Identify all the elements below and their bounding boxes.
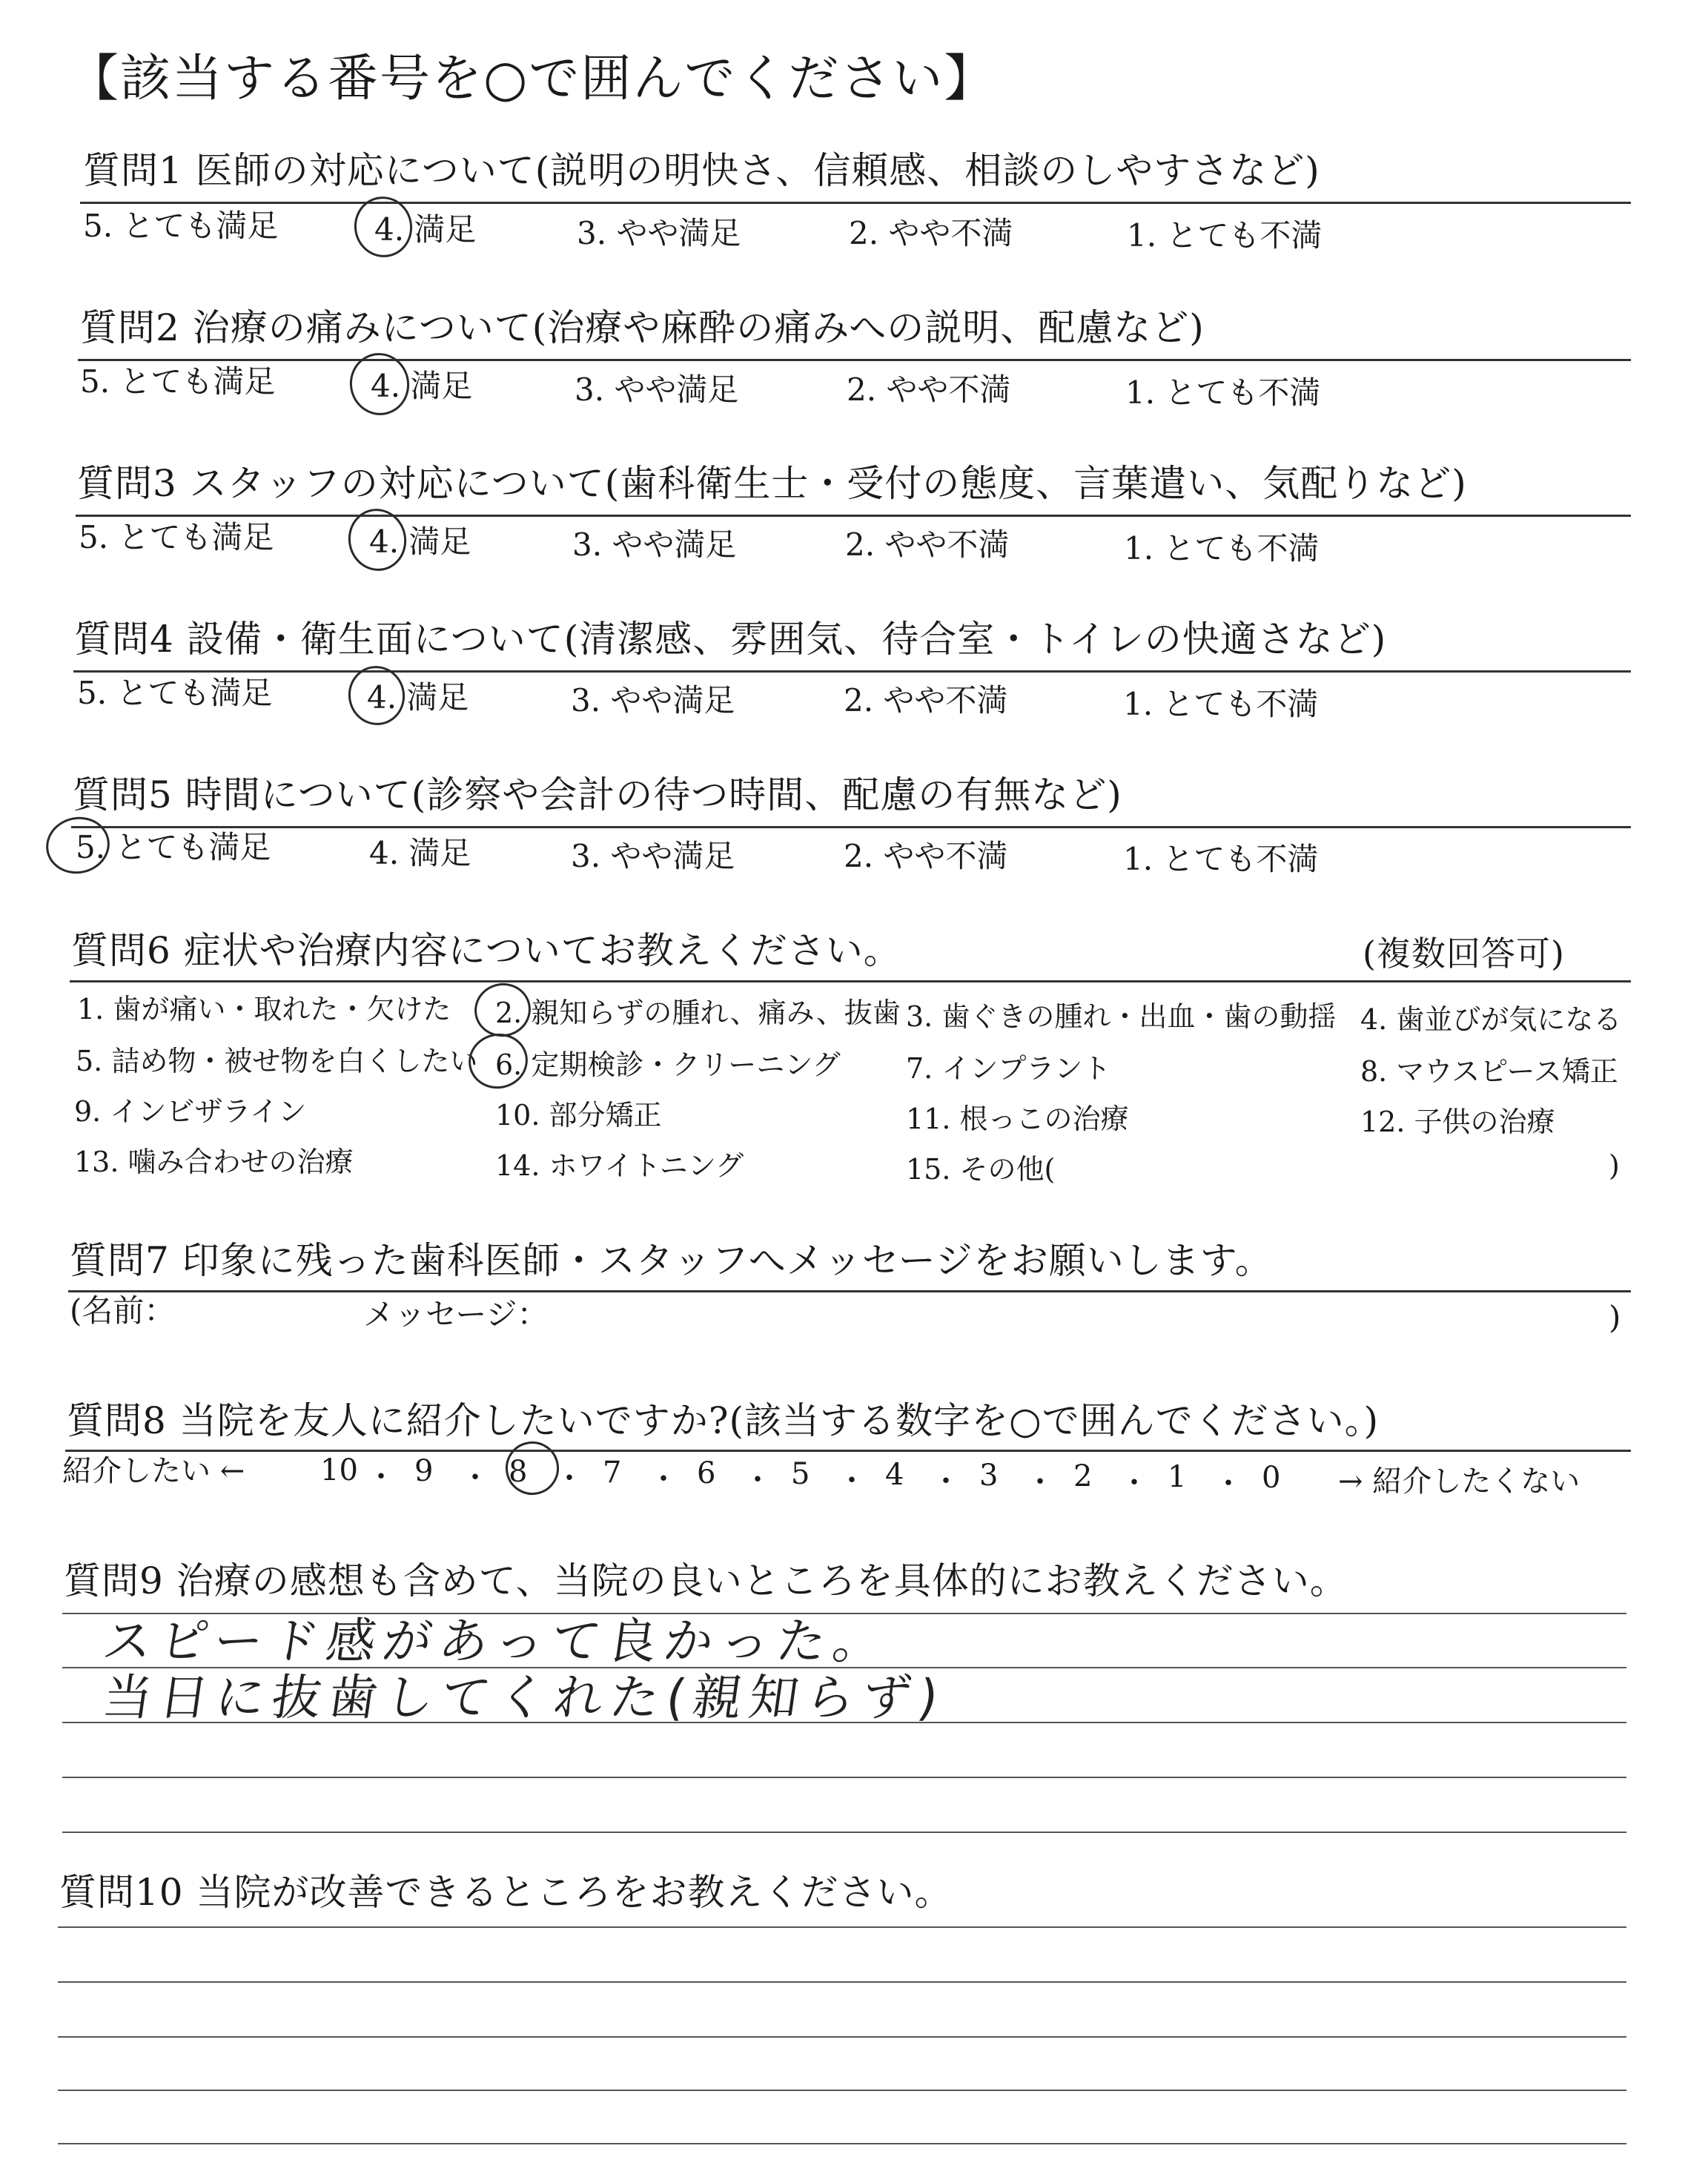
q7-close-paren: ) <box>1609 1299 1621 1335</box>
q6-option-11[interactable]: 11. 根っこの治療 <box>906 1103 1129 1135</box>
q3-option-1[interactable]: 1. とても不満 <box>1124 530 1320 567</box>
q8-scale-value-6[interactable]: 6 <box>697 1456 716 1490</box>
q8-scale-separator: ・ <box>555 1462 584 1496</box>
q2-option-2[interactable]: 2. やや不満 <box>847 371 1011 408</box>
q3-option-4[interactable]: 4. 満足 <box>369 524 471 560</box>
page-header: 【該当する番号を○で囲んでください】 <box>68 50 996 108</box>
q8-scale-value-1[interactable]: 1 <box>1168 1460 1187 1494</box>
q8-scale-separator: ・ <box>837 1464 867 1498</box>
question-7-title: 質問7 印象に残った歯科医師・スタッフへメッセージをお願いします。 <box>70 1239 1273 1282</box>
q6-option-3[interactable]: 3. 歯ぐきの腫れ・出血・歯の動揺 <box>906 1000 1337 1033</box>
q4-option-1[interactable]: 1. とても不満 <box>1123 686 1319 722</box>
question-5-title: 質問5 時間について(診察や会計の待つ時間、配慮の有無など) <box>73 773 1122 816</box>
q4-option-5[interactable]: 5. とても満足 <box>77 675 273 711</box>
q6-option-13[interactable]: 13. 噛み合わせの治療 <box>74 1146 354 1178</box>
q6-option-6[interactable]: 6. 定期検診・クリーニング <box>495 1048 841 1081</box>
divider <box>71 826 1631 828</box>
q5-option-1[interactable]: 1. とても不満 <box>1123 841 1319 877</box>
q8-left-label: 紹介したい ← <box>62 1454 245 1488</box>
q5-option-4[interactable]: 4. 満足 <box>369 835 471 871</box>
q8-right-label: → 紹介したくない <box>1338 1464 1580 1499</box>
q2-option-5[interactable]: 5. とても満足 <box>80 363 276 400</box>
q4-option-2[interactable]: 2. やや不満 <box>844 682 1008 719</box>
q6-option-9[interactable]: 9. インビザライン <box>74 1095 307 1128</box>
q6-option-1[interactable]: 1. 歯が痛い・取れた・欠けた <box>77 993 451 1025</box>
q5-option-5[interactable]: 5. とても満足 <box>76 829 271 865</box>
q8-scale-separator: ・ <box>460 1461 490 1495</box>
q8-scale-separator: ・ <box>1025 1465 1055 1499</box>
question-10-title: 質問10 当院が改善できるところをお教えください。 <box>59 1871 953 1914</box>
q9-handwritten-line-1: スピード感があって良かった。 <box>99 1613 894 1670</box>
q8-scale-separator: ・ <box>649 1462 678 1496</box>
q6-option-10[interactable]: 10. 部分矯正 <box>495 1099 662 1132</box>
q8-scale-value-8[interactable]: 8 <box>509 1455 528 1489</box>
q3-option-3[interactable]: 3. やや満足 <box>572 526 737 563</box>
q8-scale-value-7[interactable]: 7 <box>603 1456 622 1490</box>
q8-scale-value-0[interactable]: 0 <box>1262 1461 1281 1495</box>
q6-option-4[interactable]: 4. 歯並びが気になる <box>1360 1003 1622 1036</box>
q3-option-5[interactable]: 5. とても満足 <box>79 519 274 555</box>
q8-scale-value-9[interactable]: 9 <box>414 1454 434 1488</box>
q2-option-1[interactable]: 1. とても不満 <box>1125 374 1321 411</box>
q2-option-4[interactable]: 4. 満足 <box>371 368 473 404</box>
divider <box>80 202 1631 204</box>
q8-scale-value-10[interactable]: 10 <box>320 1453 358 1487</box>
q6-option-14[interactable]: 14. ホワイトニング <box>495 1149 744 1182</box>
q6-other-close-paren: ) <box>1609 1149 1620 1182</box>
q8-scale-value-3[interactable]: 3 <box>979 1459 999 1493</box>
q8-scale-value-2[interactable]: 2 <box>1073 1459 1093 1493</box>
q8-scale-separator: ・ <box>931 1464 961 1499</box>
question-4-title: 質問4 設備・衛生面について(清潔感、雰囲気、待合室・トイレの快適さなど) <box>74 618 1387 661</box>
q5-option-2[interactable]: 2. やや不満 <box>844 838 1008 874</box>
q8-scale-separator: ・ <box>366 1460 396 1494</box>
q3-option-2[interactable]: 2. やや不満 <box>845 526 1010 563</box>
answer-line <box>62 1832 1626 1833</box>
answer-line <box>58 1926 1626 1928</box>
q8-scale-value-4[interactable]: 4 <box>885 1458 904 1492</box>
question-1-title: 質問1 医師の対応について(説明の明快さ、信頼感、相談のしやすさなど) <box>83 149 1320 192</box>
answer-line <box>58 2036 1626 2038</box>
answer-line <box>58 2090 1626 2091</box>
q6-option-12[interactable]: 12. 子供の治療 <box>1360 1106 1555 1138</box>
q6-option-8[interactable]: 8. マウスピース矯正 <box>1360 1055 1618 1088</box>
q6-option-2[interactable]: 2. 親知らずの腫れ、痛み、抜歯 <box>495 997 901 1029</box>
answer-line <box>62 1777 1626 1778</box>
q6-option-7[interactable]: 7. インプラント <box>906 1052 1111 1085</box>
q1-option-1[interactable]: 1. とても不満 <box>1127 217 1323 254</box>
question-6-note: (複数回答可) <box>1363 934 1565 974</box>
q8-scale-separator: ・ <box>743 1463 772 1497</box>
q8-scale-separator: ・ <box>1119 1466 1149 1500</box>
q5-option-3[interactable]: 3. やや満足 <box>571 838 735 874</box>
q8-scale-value-5[interactable]: 5 <box>791 1457 810 1491</box>
divider <box>73 670 1631 673</box>
divider <box>68 1290 1631 1292</box>
q5-selection-circle <box>41 811 115 879</box>
answer-line <box>58 1981 1626 1983</box>
q7-name-label: (名前： <box>70 1292 176 1329</box>
q1-option-5[interactable]: 5. とても満足 <box>83 208 279 244</box>
question-9-title: 質問9 治療の感想も含めて、当院の良いところを具体的にお教えください。 <box>64 1559 1348 1602</box>
divider <box>65 1450 1631 1452</box>
q8-scale-separator: ・ <box>1214 1467 1243 1501</box>
question-6-title: 質問6 症状や治療内容についてお教えください。 <box>71 929 901 972</box>
q4-option-4[interactable]: 4. 満足 <box>367 679 469 716</box>
q7-message-label: メッセージ： <box>363 1296 549 1332</box>
q9-handwritten-line-2: 当日に抜歯してくれた(親知らず) <box>99 1669 950 1726</box>
q1-option-3[interactable]: 3. やや満足 <box>577 215 741 251</box>
divider <box>76 515 1631 517</box>
q6-option-15[interactable]: 15. その他( <box>906 1153 1056 1186</box>
q2-option-3[interactable]: 3. やや満足 <box>575 371 739 408</box>
q1-option-2[interactable]: 2. やや不満 <box>849 215 1013 251</box>
question-2-title: 質問2 治療の痛みについて(治療や麻酔の痛みへの説明、配慮など) <box>80 306 1205 349</box>
q6-option-5[interactable]: 5. 詰め物・被せ物を白くしたい <box>76 1045 478 1077</box>
answer-line <box>58 2143 1626 2144</box>
question-8-title: 質問8 当院を友人に紹介したいですか?(該当する数字を○で囲んでください。) <box>67 1399 1380 1442</box>
question-3-title: 質問3 スタッフの対応について(歯科衛生士・受付の態度、言葉遣い、気配りなど) <box>77 462 1467 505</box>
q1-option-4[interactable]: 4. 満足 <box>374 211 477 248</box>
q4-option-3[interactable]: 3. やや満足 <box>571 682 735 719</box>
q6-selection-circle-2 <box>469 978 535 1042</box>
divider <box>78 359 1631 361</box>
divider <box>70 980 1631 982</box>
